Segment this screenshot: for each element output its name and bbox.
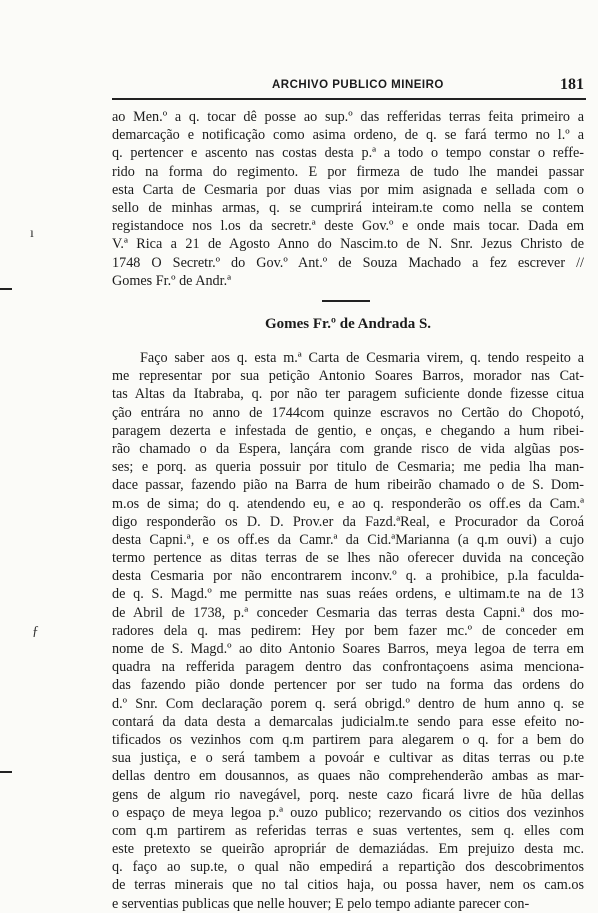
text-line: esta Carta de Cesmaria por duas vias por mim asignada e sellada com o [112,181,584,198]
text-line: rão chamado o da Espera, lançára com grande risco de vida algũas pos- [112,440,584,457]
text-line: quadra na refferida paragem dentro das confrontaçoens asima menciona- [112,659,584,676]
header-rule [112,98,586,100]
text-line: ao Men.º a q. tocar dê posse ao sup.º das refferidas terras feita primeiro a [112,109,584,125]
text-line: registandoce nos l.os da secretr.ª deste Gov.º e onde mais tocar. Dada em [112,218,584,235]
running-head: ARCHIVO PUBLICO MINEIRO [272,79,444,91]
text-line: com q.m partirem as referidas terras e suas vertentes, sem q. elles com [112,822,584,839]
text-line: paragem dezerta e infestada de gentio, e onças, e chegando a hum ribei- [112,422,584,439]
edge-tick [0,771,12,773]
text-line: desta Capni.ª, e os off.es da Camr.ª da Cid.ªMarianna (a q.m ouvi) a cujo [112,531,584,548]
text-line: V.ª Rica a 21 de Agosto Anno do Nascim.to de N. Snr. Jezus Christo de [112,236,584,253]
text-line: das fazendo pião donde pertencer por ser tudo na forma das ordens do [112,677,584,694]
margin-mark: ƒ [32,624,39,639]
page-number: 181 [560,76,584,93]
text-line: o espaço de meya legoa p.ª ouzo publico; rezervando os citios dos vezinhos [112,804,584,821]
text-line: demarcação e notificação como asima ordeno, de q. se fará termo no l.º a [112,127,584,144]
text-line: ses; e porq. as queria possuir por titulo de Cesmaria; me pedia lha man- [112,459,584,476]
text-line: termo pertence as ditas terras de se lhes não oferecer duvida na conceção [112,550,584,567]
text-line: m.os de sima; do q. atendendo eu, e ao q. responderão os off.es da Cam.ª [112,495,584,512]
text-line: 1748 O Secretr.º do Gov.º Ant.º de Souza Machado a fez escrever // [112,254,584,271]
text-line: de terras minerais que no tal citios haja, ou possa haver, nem os cam.os [112,877,584,894]
margin-mark: ı [30,226,34,241]
text-line: de q. S. Magd.º me permitte nas suas reáes ordens, e ultimam.te na de 13 [112,586,584,603]
text-line: rido na forma do regimento. E por firmeza de tudo lhe mandei passar [112,163,584,180]
text-line: q. faço ao sup.te, o qual não empedirá a repartição dos descobrimentos [112,859,584,876]
text-line: gens de algum rio navegável, porq. neste cazo ficará livre de hũa dellas [112,786,584,803]
text-line: nome de S. Magd.º ao dito Antonio Soares Barros, meya legoa de terra em [112,641,584,657]
text-line: sua justiça, e o será tambem a povoár e cultivar as ditas terras ou p.te [112,750,584,767]
section-separator-rule [322,300,370,302]
text-line: Faço saber aos q. esta m.ª Carta de Cesmaria virem, q. tendo respeito a [140,350,584,366]
text-line: tas Altas da Itabraba, q. por não ter paragem suficiente donde fizesse citua [112,386,584,403]
text-line: e serventias publicas que nelle houver; E pelo tempo adiante parecer con- [112,895,530,912]
edge-tick [0,288,12,290]
text-line: este pretexto se queirão apropriár de demaziádas. Em prejuizo desta mc. [112,841,584,858]
text-line: dellas dentro em dousannos, as quaes não comprehenderão ambas as mar- [112,768,584,785]
text-line: me representar por sua petição Antonio Soares Barros, morador nas Cat- [112,368,584,385]
section-heading: Gomes Fr.º de Andrada S. [264,316,432,332]
page-header [112,76,586,98]
text-line: radores dela q. mas pedirem: Hey por bem fazer mc.º de conceder em [112,622,584,639]
text-line: tificados os vezinhos com q.m partirem para alegarem o q. for a bem do [112,731,584,748]
text-line: q. pertencer e ascento nas costas desta p.ª a todo o tempo constar o reffe- [112,145,584,162]
section-body-text [112,349,584,913]
text-line: sello de minhas armas, q. se cumprirá inteiram.te como nella se contem [112,199,584,216]
text-line: d.º Snr. Com declaração porem q. será obrigd.º dentro de hum anno q. se [112,695,584,712]
text-line: dace passar, fazendo pião na Barra de hum ribeirão chamado o de S. Dom- [112,477,584,494]
text-line: Gomes Fr.º de Andr.ª [112,272,232,289]
text-line: de Abril de 1738, p.ª conceder Cesmaria das terras desta Capni.ª dos mo- [112,604,584,621]
text-line: digo responderão os D. D. Prov.er da Fazd.ªReal, e Procurador da Coroá [112,513,584,530]
first-block-text [112,108,584,290]
text-line: ção entrára no anno de 1744com quinze escravos no Certão do Chopotó, [112,404,584,421]
text-line: desta Cesmaria por não encontrarem inconv.º q. a prohibice, p.la faculda- [112,568,584,585]
text-line: contará da data desta a demarcalas judicialm.te sendo para esse efeito no- [112,713,584,730]
